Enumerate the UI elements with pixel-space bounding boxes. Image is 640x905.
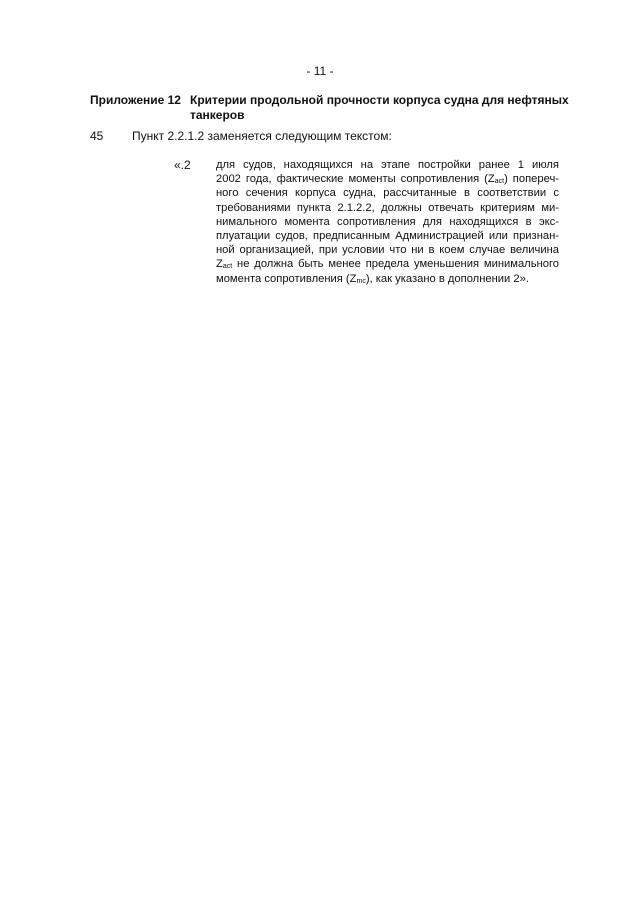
subscript: act xyxy=(222,263,233,271)
item-marker: «.2 xyxy=(174,158,191,172)
paragraph-intro: Пункт 2.2.1.2 заменяется следующим текстом: xyxy=(132,129,392,143)
text-line: ной организацией, при условии что ни в коем случае величина xyxy=(216,244,559,257)
subscript: mc xyxy=(356,277,366,285)
text-line xyxy=(216,172,559,186)
amendment-text xyxy=(216,158,559,286)
text-line: плуатации судов, предписанным Администрацией или признан- xyxy=(216,229,559,242)
text-fragment: Z xyxy=(216,258,223,271)
annex-title: Критерии продольной прочности корпуса судна для нефтяных танкеров xyxy=(190,93,569,122)
paragraph-number: 45 xyxy=(90,129,104,143)
annex-label: Приложение 12 xyxy=(90,93,181,107)
subscript: act xyxy=(494,178,505,186)
text-line xyxy=(216,257,559,271)
text-line: нимального момента сопротивления для находящихся в экс- xyxy=(216,215,559,228)
text-line: ного сечения корпуса судна, рассчитанные в соответствии с xyxy=(216,187,559,200)
text-line: требованиями пункта 2.1.2.2, должны отвечать критериям ми- xyxy=(216,201,559,214)
text-fragment: момента сопротивления (Z xyxy=(216,272,357,285)
text-fragment: 2002 года, фактические моменты сопротивления (Z xyxy=(216,173,495,186)
text-line xyxy=(216,272,559,286)
text-line: для судов, находящихся на этапе постройки ранее 1 июля xyxy=(216,159,559,171)
page-number: - 11 - xyxy=(306,64,334,78)
text-fragment: ), как указано в дополнении 2». xyxy=(365,272,529,285)
text-fragment: не должна быть менее предела уменьшения минимального xyxy=(232,258,559,271)
text-fragment: ) попереч- xyxy=(504,173,559,186)
